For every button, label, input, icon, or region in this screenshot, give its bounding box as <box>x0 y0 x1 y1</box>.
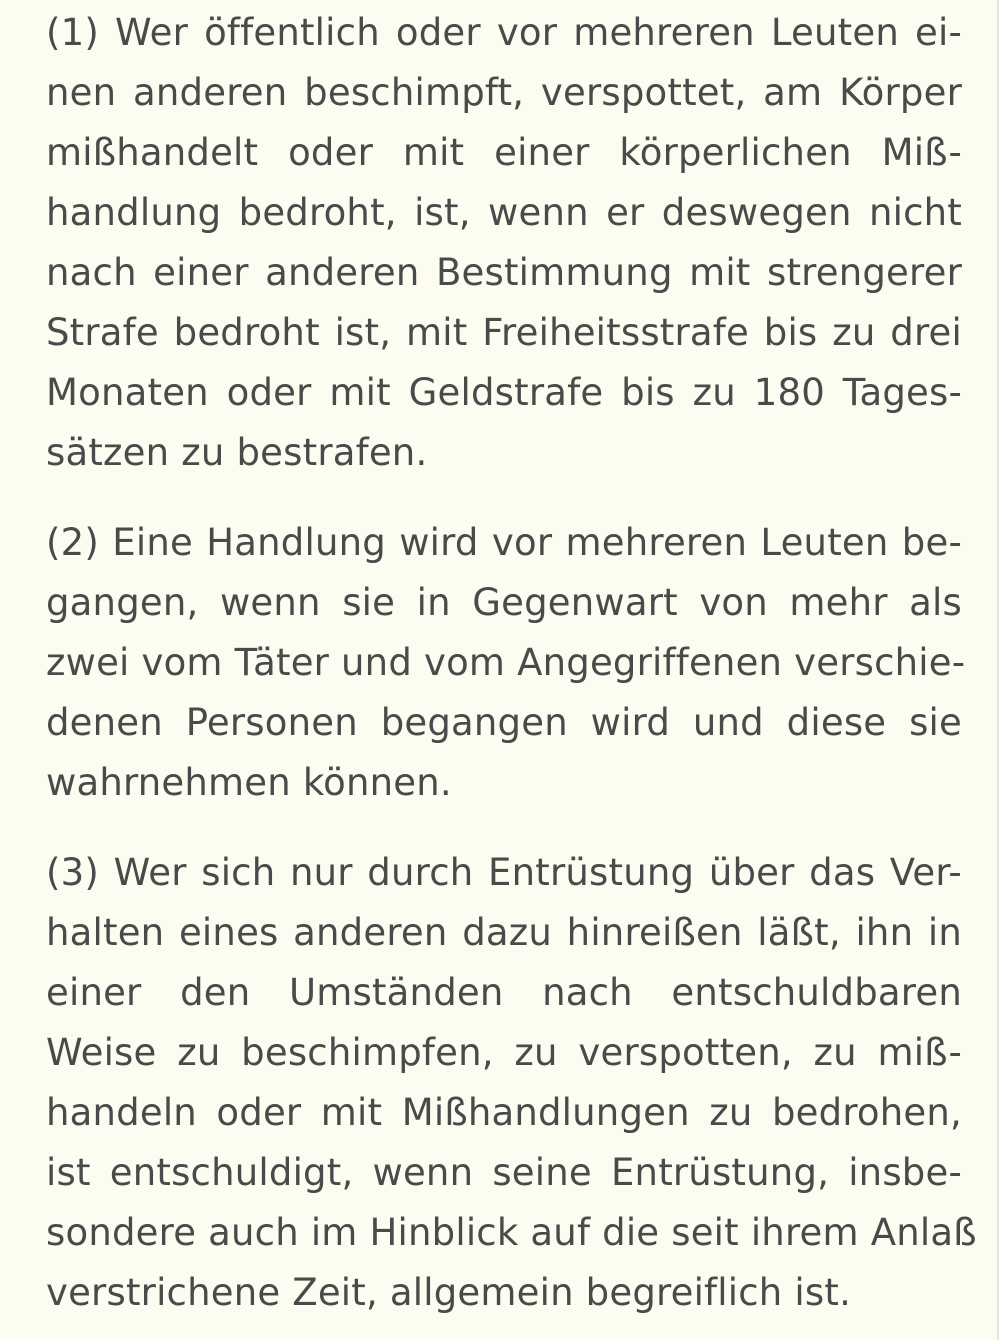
text-line: Weise zu beschimpfen, zu verspotten, zu miß- <box>46 1031 962 1074</box>
text-line: denen Personen begangen wird und diese sie <box>46 701 962 744</box>
text-line: mißhandelt oder mit einer körperlichen Miß- <box>46 131 962 174</box>
text-line: (3) Wer sich nur durch Entrüstung über das Ver- <box>46 851 962 894</box>
text-line: handeln oder mit Mißhandlungen zu bedrohen, <box>46 1091 962 1134</box>
text-line: nen anderen beschimpft, verspottet, am Körper <box>46 71 962 114</box>
text-line: gangen, wenn sie in Gegenwart von mehr als <box>46 581 962 624</box>
text-line: (1) Wer öffentlich oder vor mehreren Leuten ei- <box>46 11 962 54</box>
text-line: einer den Umständen nach entschuldbaren <box>46 971 962 1014</box>
legal-text <box>46 3 977 1323</box>
text-line: ist entschuldigt, wenn seine Entrüstung, insbe- <box>46 1151 962 1194</box>
text-line: nach einer anderen Bestimmung mit strengerer <box>46 251 962 294</box>
text-line: Strafe bedroht ist, mit Freiheitsstrafe bis zu drei <box>46 311 962 354</box>
text-line: sätzen zu bestrafen. <box>46 431 428 474</box>
text-line: handlung bedroht, ist, wenn er deswegen nicht <box>46 191 962 234</box>
text-line: Monaten oder mit Geldstrafe bis zu 180 Tages- <box>46 371 962 414</box>
paragraph-1 <box>46 3 962 483</box>
paragraph-3 <box>46 843 977 1323</box>
text-line: halten eines anderen dazu hinreißen läßt, ihn in <box>46 911 962 954</box>
text-line: wahrnehmen können. <box>46 761 452 804</box>
text-line: (2) Eine Handlung wird vor mehreren Leuten be- <box>46 521 962 564</box>
text-line: zwei vom Täter und vom Angegriffenen verschie- <box>46 641 966 684</box>
text-line: verstrichene Zeit, allgemein begreiflich ist. <box>46 1271 852 1314</box>
text-line: sondere auch im Hinblick auf die seit ihrem Anlaß <box>46 1211 977 1254</box>
paragraph-2 <box>46 513 966 813</box>
